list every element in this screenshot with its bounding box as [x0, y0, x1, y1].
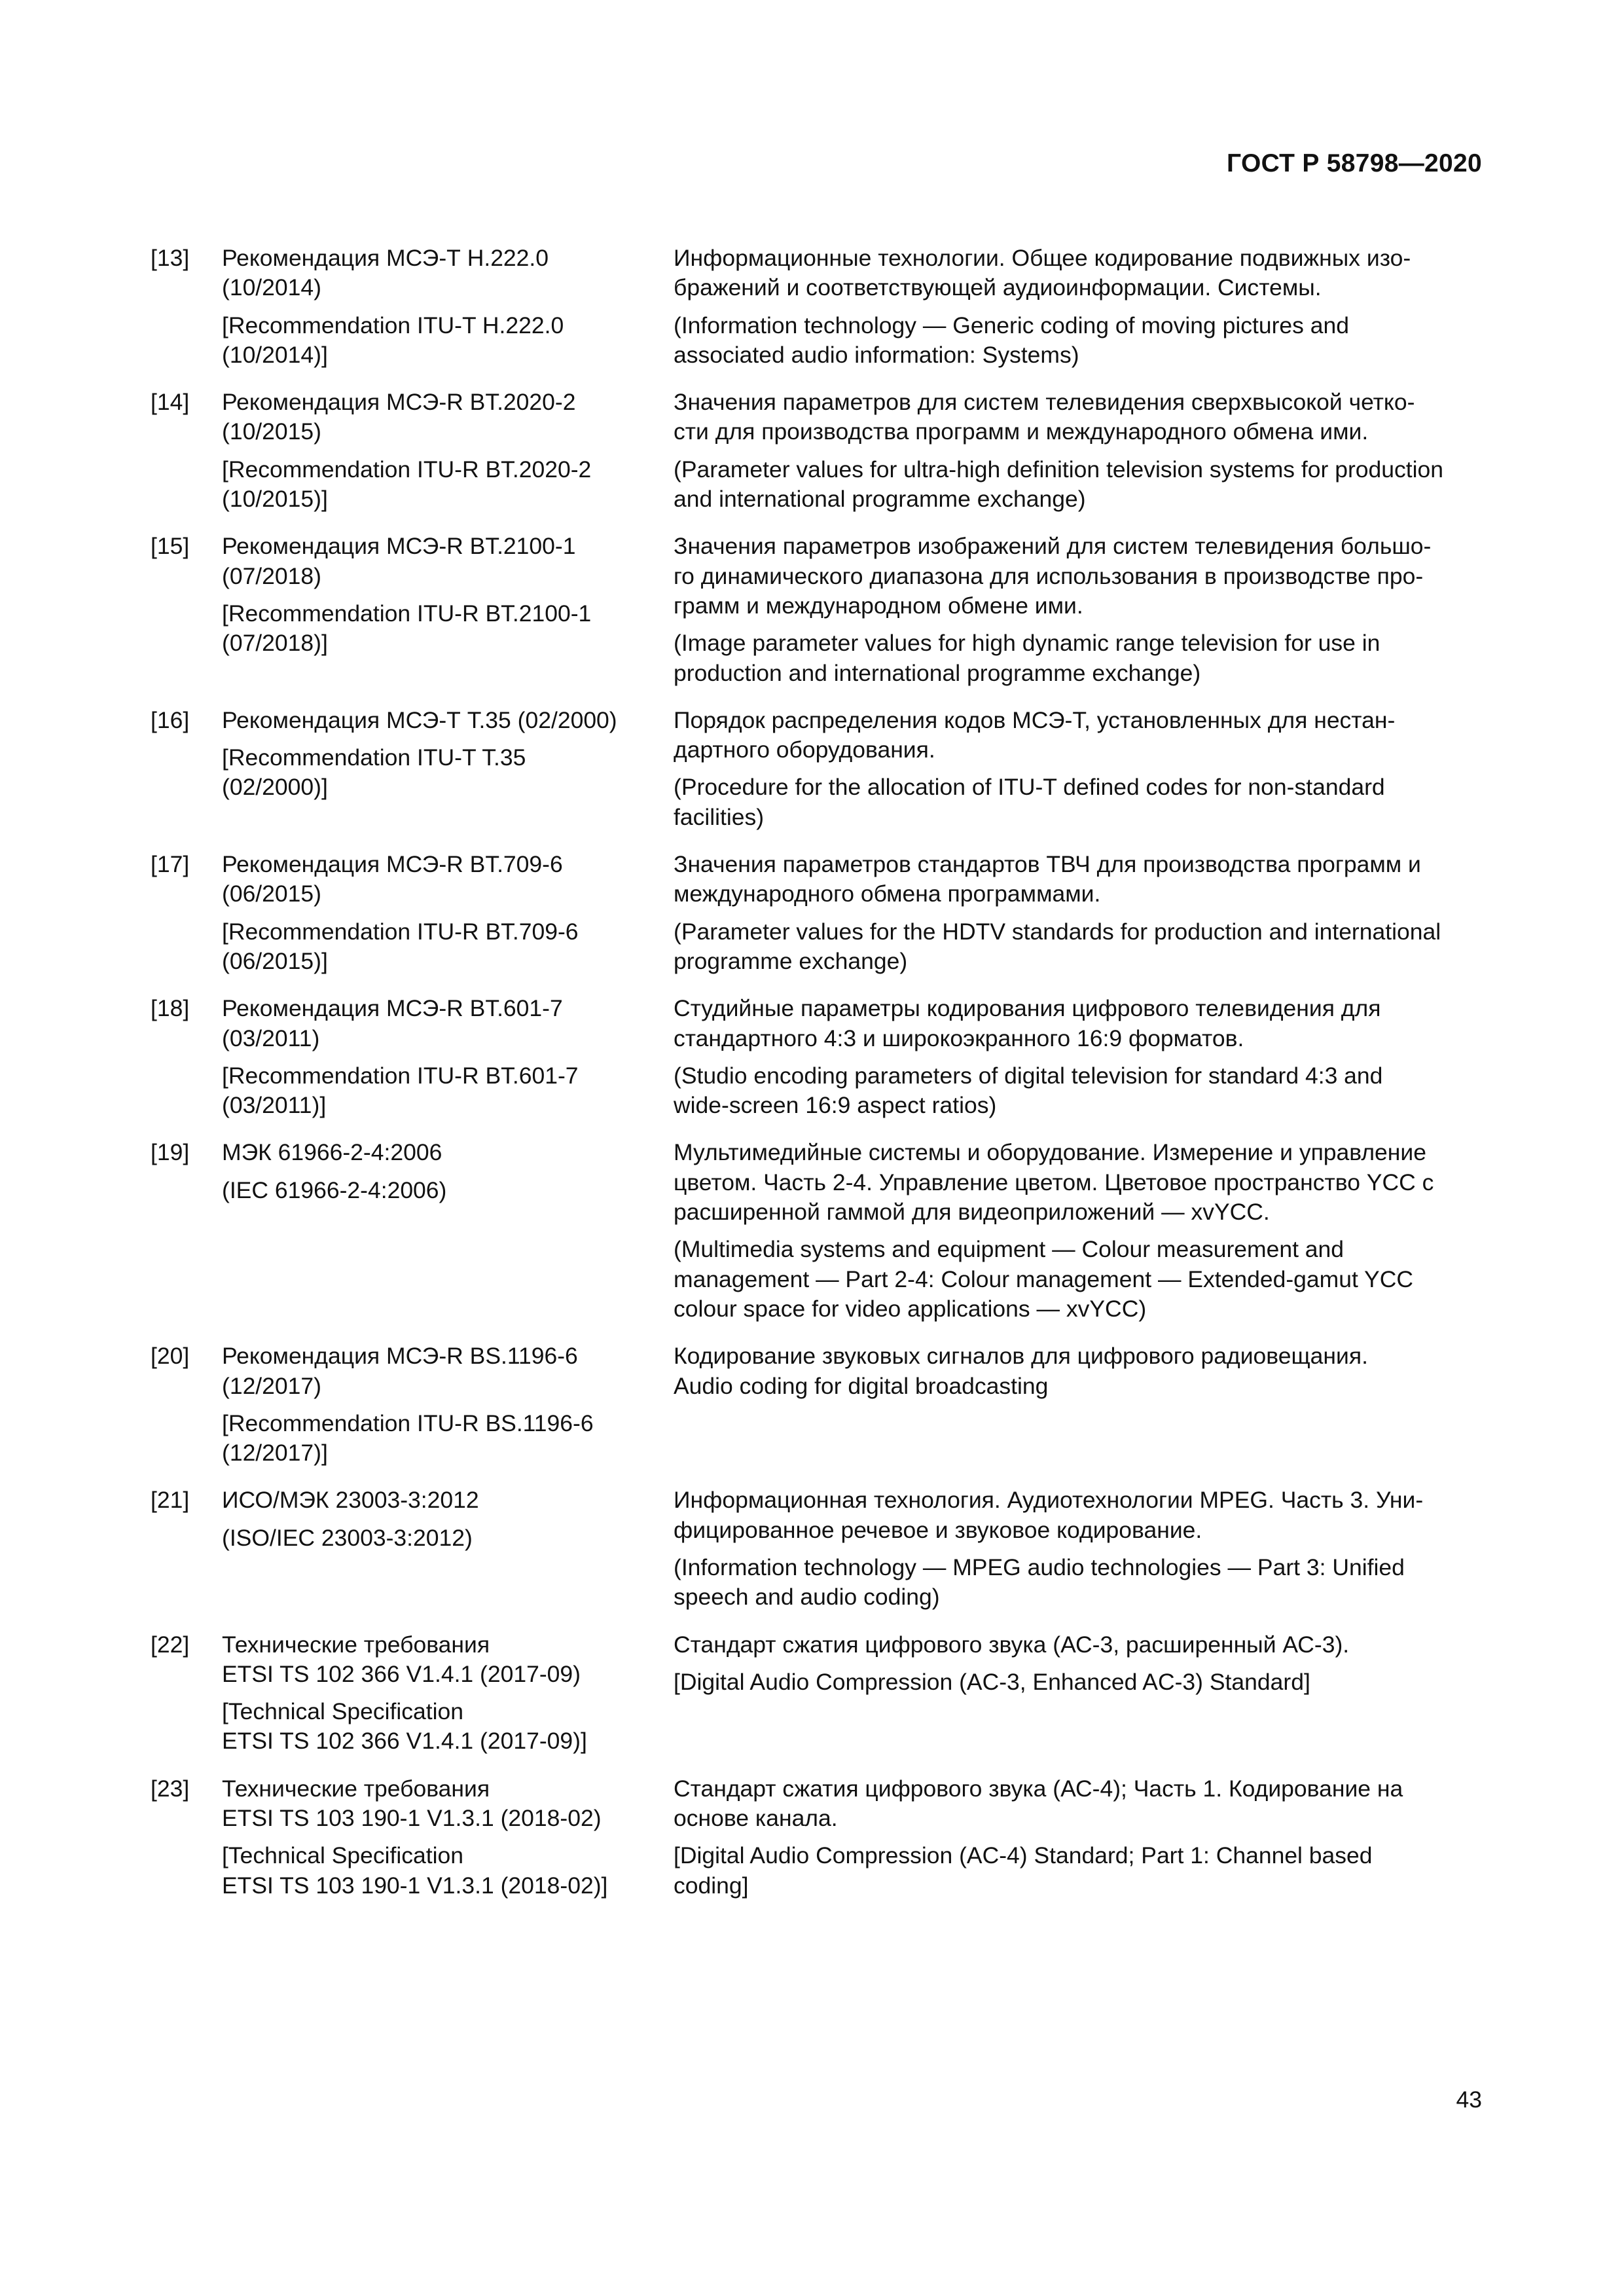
reference-designation — [222, 1774, 674, 1901]
reference-russian-line: Технические требования — [222, 1631, 490, 1658]
title-russian-line: Значения параметров для систем телевидения сверхвысокой четко- — [674, 389, 1415, 416]
title-english-line: programme exchange) — [674, 947, 908, 974]
reference-title — [674, 388, 1475, 514]
reference-english-line: [Recommendation ITU-T H.222.0 — [222, 312, 564, 338]
reference-russian-line: Рекомендация МСЭ-R BT.2100-1 — [222, 533, 576, 560]
reference-english — [222, 1061, 674, 1121]
reference-designation — [222, 706, 674, 832]
title-russian-line: Кодирование звуковых сигналов для цифрового радиовещания. — [674, 1343, 1368, 1370]
reference-english-line: (02/2000)] — [222, 774, 328, 801]
title-english-line: (Procedure for the allocation of ITU-T defined codes for non-standard — [674, 774, 1385, 801]
reference-russian — [222, 388, 674, 447]
entry-number: [13] — [151, 245, 190, 271]
reference-russian-line: ETSI TS 102 366 V1.4.1 (2017-09) — [222, 1660, 581, 1687]
title-russian-line: сти для производства программ и международного обмена ими. — [674, 418, 1369, 445]
reference-title — [674, 1138, 1475, 1324]
reference-designation — [222, 994, 674, 1120]
reference-english — [222, 311, 674, 371]
reference-english-line: (10/2014)] — [222, 341, 328, 368]
reference-english — [222, 1697, 674, 1757]
title-russian-line: Стандарт сжатия цифрового звука (АС-3, расширенный АС-3). — [674, 1631, 1350, 1658]
title-english-line: (Parameter values for ultra-high definition television systems for production — [674, 456, 1443, 483]
reference-english-line: [Recommendation ITU-R BT.2020-2 — [222, 456, 592, 483]
bibliography-entry — [151, 1138, 1482, 1324]
title-russian-line: грамм и международном обмене ими. — [674, 592, 1083, 619]
reference-russian — [222, 706, 674, 735]
reference-english — [222, 455, 674, 515]
title-english-line: (Studio encoding parameters of digital television for standard 4:3 and — [674, 1062, 1383, 1089]
title-russian — [674, 1774, 1475, 1834]
reference-english-line: (12/2017)] — [222, 1440, 328, 1467]
reference-designation — [222, 1138, 674, 1324]
title-russian-line: фицированное речевое и звуковое кодирование. — [674, 1516, 1202, 1543]
reference-russian-line: МЭК 61966-2-4:2006 — [222, 1139, 442, 1166]
title-english-line: facilities) — [674, 803, 765, 830]
entry-number: [16] — [151, 706, 190, 733]
reference-russian-line: (10/2014) — [222, 274, 321, 301]
title-russian — [674, 1630, 1475, 1660]
title-english-line: (Information technology — MPEG audio technologies — Part 3: Unified — [674, 1554, 1405, 1580]
reference-russian — [222, 244, 674, 303]
bibliography-entry — [151, 994, 1482, 1120]
reference-english — [222, 599, 674, 659]
bibliography-entry — [151, 388, 1482, 514]
reference-english — [222, 917, 674, 977]
reference-english-line: [Recommendation ITU-R BT.709-6 — [222, 918, 579, 945]
reference-russian — [222, 1138, 674, 1167]
title-russian-line: Значения параметров стандартов ТВЧ для производства программ и — [674, 851, 1421, 878]
title-english-line: (Parameter values for the HDTV standards for production and international — [674, 918, 1441, 945]
entry-number: [17] — [151, 851, 190, 878]
reference-designation — [222, 1485, 674, 1612]
reference-russian — [222, 1630, 674, 1690]
title-russian — [674, 532, 1475, 621]
reference-russian-line: ETSI TS 103 190-1 V1.3.1 (2018-02) — [222, 1805, 602, 1832]
title-russian — [674, 244, 1475, 303]
title-russian — [674, 1485, 1475, 1545]
title-russian-line: Мультимедийные системы и оборудование. Измерение и управление — [674, 1139, 1426, 1166]
reference-english-line: (06/2015)] — [222, 947, 328, 974]
title-russian-line: Информационная технология. Аудиотехнологии MPEG. Часть 3. Уни- — [674, 1487, 1424, 1514]
entry-number: [23] — [151, 1775, 190, 1802]
reference-russian-line: Рекомендация МСЭ-Т T.35 (02/2000) — [222, 706, 617, 733]
reference-russian-line: (07/2018) — [222, 562, 321, 589]
reference-title — [674, 244, 1475, 370]
title-english-line: [Digital Audio Compression (AC-4) Standard; Part 1: Channel based — [674, 1842, 1373, 1869]
entry-number: [14] — [151, 389, 190, 416]
title-russian — [674, 1138, 1475, 1227]
reference-russian-line: Рекомендация МСЭ-R BT.709-6 — [222, 851, 563, 878]
reference-russian — [222, 1341, 674, 1401]
title-english — [674, 1553, 1475, 1613]
title-english — [674, 311, 1475, 371]
reference-russian-line: (06/2015) — [222, 881, 321, 907]
page-number: 43 — [1456, 2086, 1482, 2113]
reference-title — [674, 1485, 1475, 1612]
reference-russian-line: Технические требования — [222, 1775, 490, 1802]
reference-russian — [222, 850, 674, 909]
entry-number: [22] — [151, 1631, 190, 1658]
reference-english-line: [Recommendation ITU-T T.35 — [222, 744, 526, 771]
title-english — [674, 455, 1475, 515]
entry-number: [18] — [151, 995, 190, 1022]
title-english-line: (Image parameter values for high dynamic range television for use in — [674, 630, 1380, 657]
entry-number: [20] — [151, 1343, 190, 1370]
reference-title — [674, 706, 1475, 832]
title-english-line: colour space for video applications — xvYCC) — [674, 1295, 1147, 1322]
reference-designation — [222, 850, 674, 976]
reference-russian-line: Рекомендация МСЭ-Т H.222.0 — [222, 245, 549, 271]
reference-title — [674, 1630, 1475, 1757]
title-russian-line: го динамического диапазона для использования в производстве про- — [674, 562, 1424, 589]
title-english-line: and international programme exchange) — [674, 486, 1086, 513]
reference-english — [222, 1176, 674, 1205]
reference-designation — [222, 1341, 674, 1468]
reference-english-line: [Technical Specification — [222, 1698, 464, 1725]
reference-english-line: [Recommendation ITU-R BT.2100-1 — [222, 600, 592, 627]
title-english — [674, 917, 1475, 977]
reference-russian-line: Рекомендация МСЭ-R BT.2020-2 — [222, 389, 576, 416]
reference-english — [222, 743, 674, 803]
reference-designation — [222, 532, 674, 687]
reference-russian — [222, 1485, 674, 1515]
bibliography-entry — [151, 1774, 1482, 1901]
title-english-line: production and international programme exchange) — [674, 659, 1201, 686]
title-english-line: (Information technology — Generic coding of moving pictures and — [674, 312, 1350, 338]
title-english-line: [Digital Audio Compression (AC-3, Enhanced AC-3) Standard] — [674, 1668, 1310, 1695]
title-russian-line: Студийные параметры кодирования цифрового телевидения для — [674, 995, 1381, 1022]
reference-english-line: (03/2011)] — [222, 1092, 327, 1119]
reference-title — [674, 850, 1475, 976]
title-russian — [674, 706, 1475, 765]
title-russian-line: основе канала. — [674, 1805, 838, 1832]
title-english-line: management — Part 2-4: Colour management — Extended-gamut YCC — [674, 1266, 1413, 1292]
title-english-line: (Multimedia systems and equipment — Colour measurement and — [674, 1236, 1344, 1263]
reference-russian — [222, 1774, 674, 1834]
title-russian-line: цветом. Часть 2-4. Управление цветом. Цветовое пространство YCC с — [674, 1169, 1434, 1195]
reference-title — [674, 1774, 1475, 1901]
title-russian-line: Порядок распределения кодов МСЭ-Т, установленных для нестан- — [674, 706, 1396, 733]
reference-english-line: ETSI TS 103 190-1 V1.3.1 (2018-02)] — [222, 1872, 608, 1899]
title-russian-line: дартного оборудования. — [674, 737, 935, 763]
title-russian-line: стандартного 4:3 и широкоэкранного 16:9 форматов. — [674, 1025, 1244, 1051]
reference-english — [222, 1523, 674, 1553]
bibliography-entry — [151, 850, 1482, 976]
reference-designation — [222, 1630, 674, 1757]
title-english-line: coding] — [674, 1872, 749, 1899]
title-russian — [674, 850, 1475, 909]
title-russian-line: расширенной гаммой для видеоприложений — xvYCC. — [674, 1199, 1270, 1226]
reference-russian-line: (12/2017) — [222, 1372, 321, 1399]
reference-title — [674, 532, 1475, 687]
reference-russian — [222, 994, 674, 1053]
reference-designation — [222, 244, 674, 370]
title-russian — [674, 994, 1475, 1053]
bibliography-entry — [151, 244, 1482, 370]
title-russian — [674, 1341, 1475, 1401]
reference-russian-line: Рекомендация МСЭ-R BT.601-7 — [222, 995, 563, 1022]
bibliography-entry — [151, 1341, 1482, 1468]
entry-number: [21] — [151, 1487, 190, 1514]
bibliography-list — [151, 244, 1482, 1918]
title-russian — [674, 388, 1475, 447]
title-russian-line: Информационные технологии. Общее кодирование подвижных изо- — [674, 245, 1411, 271]
reference-title — [674, 1341, 1475, 1468]
reference-english — [222, 1409, 674, 1468]
title-english — [674, 1235, 1475, 1324]
bibliography-entry — [151, 706, 1482, 832]
title-english — [674, 1667, 1475, 1697]
reference-english-line: [Recommendation ITU-R BS.1196-6 — [222, 1410, 594, 1436]
title-russian-line: международного обмена программами. — [674, 881, 1101, 907]
reference-english-line: (ISO/IEC 23003-3:2012) — [222, 1524, 473, 1551]
reference-english-line: [Recommendation ITU-R BT.601-7 — [222, 1062, 579, 1089]
reference-title — [674, 994, 1475, 1120]
reference-russian-line: (03/2011) — [222, 1025, 320, 1051]
bibliography-entry — [151, 1485, 1482, 1612]
reference-english — [222, 1841, 674, 1901]
reference-designation — [222, 388, 674, 514]
entry-number: [15] — [151, 533, 190, 560]
reference-russian-line: Рекомендация МСЭ-R BS.1196-6 — [222, 1343, 578, 1370]
reference-russian-line: ИСО/МЭК 23003-3:2012 — [222, 1487, 479, 1514]
title-russian-line: Стандарт сжатия цифрового звука (АС-4); Часть 1. Кодирование на — [674, 1775, 1403, 1802]
title-english — [674, 1841, 1475, 1901]
entry-number: [19] — [151, 1139, 190, 1166]
reference-english-line: [Technical Specification — [222, 1842, 464, 1869]
reference-english-line: ETSI TS 102 366 V1.4.1 (2017-09)] — [222, 1728, 587, 1755]
reference-russian-line: (10/2015) — [222, 418, 321, 445]
title-english — [674, 1061, 1475, 1121]
title-russian-line: Audio coding for digital broadcasting — [674, 1372, 1049, 1399]
title-russian-line: Значения параметров изображений для систем телевидения большо- — [674, 533, 1432, 560]
title-english — [674, 629, 1475, 688]
title-english-line: associated audio information: Systems) — [674, 341, 1079, 368]
title-english-line: wide-screen 16:9 aspect ratios) — [674, 1092, 997, 1119]
bibliography-entry — [151, 532, 1482, 687]
bibliography-entry — [151, 1630, 1482, 1757]
reference-english-line: (IEC 61966-2-4:2006) — [222, 1176, 447, 1203]
reference-english-line: (07/2018)] — [222, 630, 328, 657]
title-english — [674, 773, 1475, 832]
title-english-line: speech and audio coding) — [674, 1584, 940, 1611]
document-id-header: ГОСТ Р 58798—2020 — [1227, 149, 1482, 177]
title-russian-line: бражений и соответствующей аудиоинформации. Системы. — [674, 274, 1322, 301]
reference-english-line: (10/2015)] — [222, 486, 328, 513]
reference-russian — [222, 532, 674, 591]
